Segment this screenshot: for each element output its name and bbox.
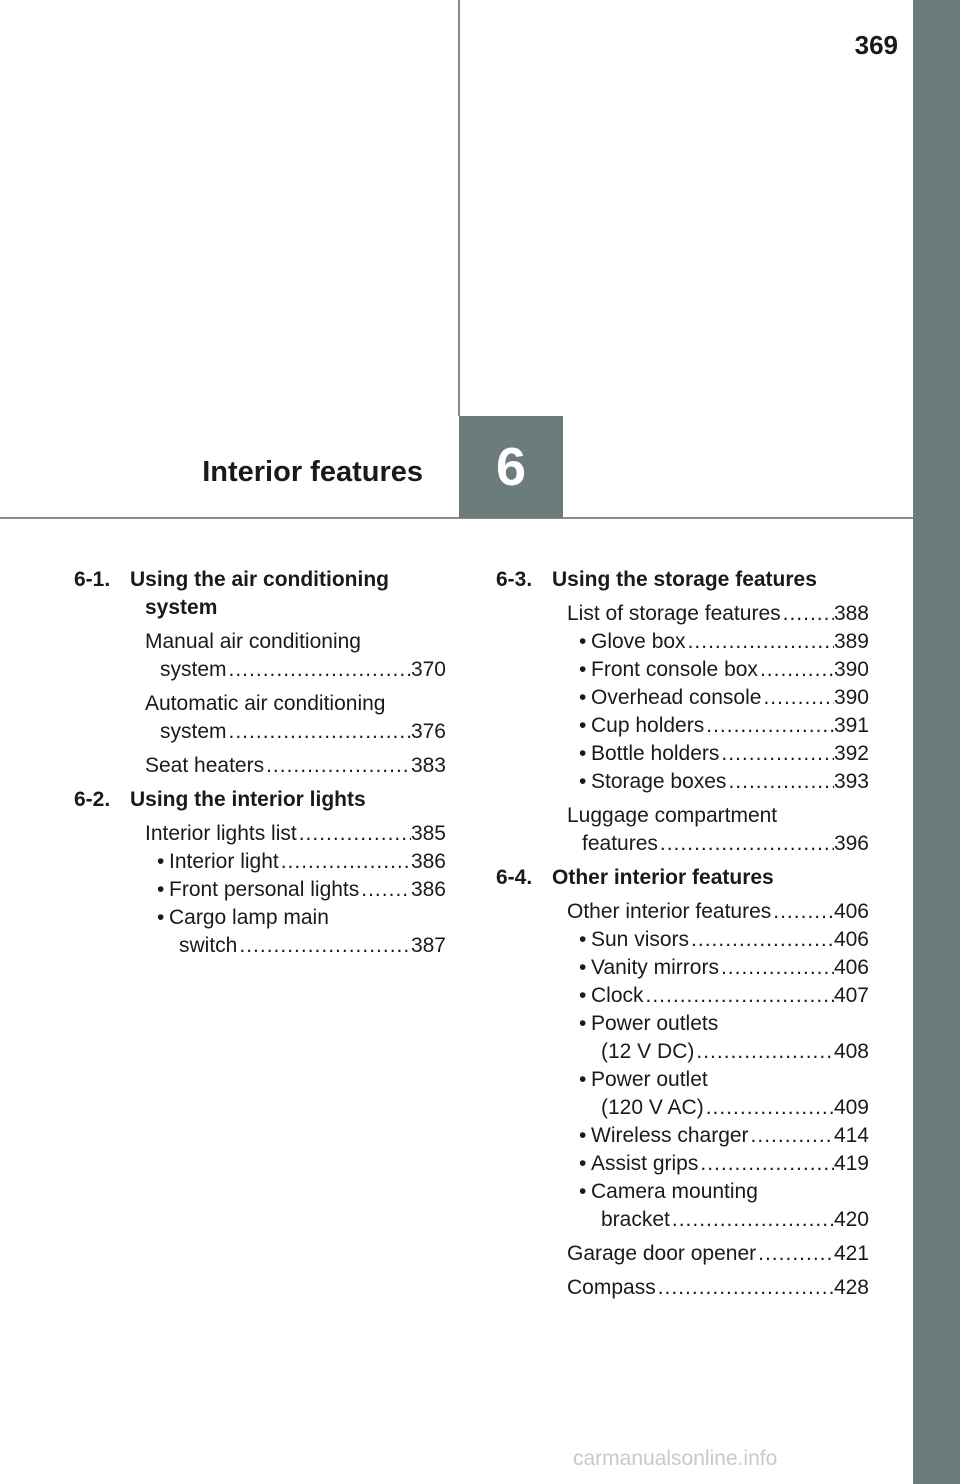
entry-label-text: Clock bbox=[591, 984, 644, 1007]
entry-page-number: 406 bbox=[833, 928, 869, 951]
bullet-icon: • bbox=[579, 686, 587, 709]
toc-entry[interactable] bbox=[496, 1274, 869, 1302]
entry-label-text: Cup holders bbox=[591, 714, 705, 737]
bullet-icon: • bbox=[579, 1152, 587, 1175]
entry-line bbox=[567, 600, 869, 628]
dot-leader bbox=[359, 876, 411, 904]
dot-leader bbox=[761, 684, 834, 712]
dot-leader bbox=[644, 982, 834, 1010]
entry-label bbox=[567, 802, 869, 830]
entry-page-number: 409 bbox=[833, 1096, 869, 1119]
toc-entry[interactable] bbox=[496, 982, 869, 1010]
toc-entry[interactable] bbox=[74, 848, 446, 876]
entry-label-text: Garage door opener bbox=[567, 1242, 757, 1265]
entry-label bbox=[579, 1066, 869, 1094]
entry-label bbox=[579, 712, 704, 740]
dot-leader bbox=[297, 820, 411, 848]
entry-line bbox=[145, 656, 446, 684]
entry-line bbox=[157, 848, 446, 876]
section-title[interactable]: Using the interior lights bbox=[130, 788, 366, 811]
entry-label-text: Front console box bbox=[591, 658, 758, 681]
chapter-side-tab bbox=[913, 0, 960, 1484]
entry-page-number: 389 bbox=[833, 630, 869, 653]
toc-entry[interactable] bbox=[496, 656, 869, 684]
entry-page-number: 370 bbox=[410, 658, 446, 681]
entry-label-text: Bottle holders bbox=[591, 742, 720, 765]
bullet-icon: • bbox=[579, 1012, 587, 1035]
toc-entry[interactable] bbox=[496, 1122, 869, 1150]
entry-label-text: Storage boxes bbox=[591, 770, 727, 793]
entry-line bbox=[579, 1206, 869, 1234]
entry-label-text: Cargo lamp main bbox=[169, 906, 329, 929]
entry-label-text: Compass bbox=[567, 1276, 656, 1299]
entry-label bbox=[160, 718, 227, 746]
bullet-icon: • bbox=[579, 658, 587, 681]
entry-label-text: Glove box bbox=[591, 630, 686, 653]
entry-label bbox=[145, 752, 264, 780]
entry-line bbox=[145, 820, 446, 848]
entry-line bbox=[145, 718, 446, 746]
entry-page-number: 414 bbox=[833, 1124, 869, 1147]
bullet-icon: • bbox=[579, 770, 587, 793]
bullet-icon: • bbox=[157, 850, 165, 873]
dot-leader bbox=[704, 1094, 834, 1122]
entry-label-text: Automatic air conditioning bbox=[145, 692, 386, 715]
entry-line bbox=[145, 752, 446, 780]
entry-label bbox=[579, 1178, 869, 1206]
entry-line bbox=[567, 1274, 869, 1302]
watermark: carmanualsonline.info bbox=[573, 1447, 778, 1470]
entry-page-number: 392 bbox=[833, 742, 869, 765]
entry-label-text: Manual air conditioning bbox=[145, 630, 361, 653]
dot-leader bbox=[749, 1122, 834, 1150]
entry-label bbox=[567, 898, 771, 926]
toc-entry[interactable] bbox=[496, 740, 869, 768]
dot-leader bbox=[781, 600, 834, 628]
page-number: 369 bbox=[854, 30, 898, 60]
entry-line bbox=[579, 926, 869, 954]
toc-entry[interactable] bbox=[496, 600, 869, 628]
entry-label-text: Power outlets bbox=[591, 1012, 719, 1035]
entry-line bbox=[579, 1094, 869, 1122]
entry-label-text: Interior light bbox=[169, 850, 279, 873]
entry-page-number: 386 bbox=[410, 850, 446, 873]
entry-line bbox=[579, 982, 869, 1010]
entry-line bbox=[579, 954, 869, 982]
entry-page-number: 376 bbox=[410, 720, 446, 743]
toc-right-column bbox=[496, 566, 869, 1308]
entry-label bbox=[160, 656, 227, 684]
entry-line bbox=[579, 1122, 869, 1150]
entry-label-text: Other interior features bbox=[567, 900, 772, 923]
entry-line bbox=[579, 684, 869, 712]
bullet-icon: • bbox=[157, 878, 165, 901]
section-heading bbox=[74, 786, 446, 814]
toc-entry[interactable] bbox=[74, 628, 446, 684]
entry-label-text: Camera mounting bbox=[591, 1180, 758, 1203]
entry-page-number: 408 bbox=[833, 1040, 869, 1063]
entry-label-text: Overhead console bbox=[591, 686, 762, 709]
entry-label-text: features bbox=[582, 832, 658, 855]
dot-leader bbox=[726, 768, 834, 796]
entry-label bbox=[579, 1150, 698, 1178]
entry-label-text: Vanity mirrors bbox=[591, 956, 719, 979]
toc-entry[interactable] bbox=[74, 752, 446, 780]
bullet-icon: • bbox=[579, 714, 587, 737]
bullet-icon: • bbox=[579, 928, 587, 951]
dot-leader bbox=[227, 656, 411, 684]
entry-label-text: Front personal lights bbox=[169, 878, 360, 901]
entry-page-number: 391 bbox=[833, 714, 869, 737]
entry-page-number: 387 bbox=[410, 934, 446, 957]
bullet-icon: • bbox=[579, 742, 587, 765]
dot-leader bbox=[689, 926, 834, 954]
entry-page-number: 388 bbox=[833, 602, 869, 625]
entry-label bbox=[579, 954, 719, 982]
toc-section bbox=[74, 566, 446, 780]
chapter-title: Interior features bbox=[202, 456, 423, 488]
entry-label bbox=[579, 740, 719, 768]
entry-label bbox=[579, 768, 726, 796]
toc-section bbox=[74, 786, 446, 960]
toc-entry[interactable] bbox=[496, 1240, 869, 1268]
toc-entry[interactable] bbox=[74, 876, 446, 904]
section-title[interactable]: Using the storage features bbox=[552, 568, 817, 591]
entry-line bbox=[579, 656, 869, 684]
dot-leader bbox=[694, 1038, 834, 1066]
toc-entry[interactable] bbox=[496, 684, 869, 712]
toc-entry[interactable] bbox=[496, 954, 869, 982]
bullet-icon: • bbox=[579, 1124, 587, 1147]
section-heading bbox=[496, 566, 869, 594]
entry-label bbox=[157, 848, 279, 876]
toc-entry[interactable] bbox=[496, 802, 869, 858]
entry-page-number: 393 bbox=[833, 770, 869, 793]
toc-entry[interactable] bbox=[496, 1010, 869, 1066]
entry-page-number: 407 bbox=[833, 984, 869, 1007]
entry-page-number: 390 bbox=[833, 658, 869, 681]
dot-leader bbox=[237, 932, 411, 960]
section-title[interactable]: Other interior features bbox=[552, 866, 774, 889]
dot-leader bbox=[758, 656, 834, 684]
toc-entry[interactable] bbox=[496, 926, 869, 954]
toc-entry[interactable] bbox=[496, 898, 869, 926]
entry-label bbox=[579, 1010, 869, 1038]
toc-entry[interactable] bbox=[496, 712, 869, 740]
entry-label-text: system bbox=[160, 720, 227, 743]
entry-page-number: 406 bbox=[833, 956, 869, 979]
toc-entry[interactable] bbox=[496, 1066, 869, 1122]
entry-label bbox=[567, 1274, 656, 1302]
entry-label bbox=[579, 1122, 749, 1150]
chapter-number-box bbox=[459, 416, 563, 518]
section-number: 6-4. bbox=[496, 866, 533, 889]
toc-entry[interactable] bbox=[496, 768, 869, 796]
entry-label bbox=[567, 600, 781, 628]
bullet-icon: • bbox=[579, 1068, 587, 1091]
dot-leader bbox=[658, 830, 834, 858]
toc-entry[interactable] bbox=[74, 904, 446, 960]
section-heading bbox=[74, 566, 446, 622]
entry-label bbox=[567, 1240, 756, 1268]
entry-line bbox=[567, 898, 869, 926]
dot-leader bbox=[670, 1206, 834, 1234]
toc-section bbox=[496, 566, 869, 858]
entry-page-number: 421 bbox=[833, 1242, 869, 1265]
dot-leader bbox=[264, 752, 411, 780]
entry-line bbox=[567, 830, 869, 858]
entry-page-number: 383 bbox=[410, 754, 446, 777]
bullet-icon: • bbox=[579, 1180, 587, 1203]
entry-page-number: 419 bbox=[833, 1152, 869, 1175]
section-number: 6-2. bbox=[74, 788, 111, 811]
dot-leader bbox=[771, 898, 834, 926]
entry-label-text: Power outlet bbox=[591, 1068, 708, 1091]
dot-leader bbox=[279, 848, 411, 876]
entry-label bbox=[157, 904, 446, 932]
bullet-icon: • bbox=[579, 956, 587, 979]
dot-leader bbox=[719, 740, 834, 768]
entry-label-text: Sun visors bbox=[591, 928, 690, 951]
entry-line bbox=[567, 1240, 869, 1268]
bullet-icon: • bbox=[579, 630, 587, 653]
section-title[interactable]: Using the air conditioning system bbox=[130, 568, 389, 619]
entry-label-text: bracket bbox=[601, 1208, 670, 1231]
entry-line bbox=[157, 932, 446, 960]
entry-page-number: 385 bbox=[410, 822, 446, 845]
toc-entry[interactable] bbox=[74, 820, 446, 848]
vertical-divider bbox=[458, 0, 460, 416]
entry-label bbox=[157, 876, 359, 904]
entry-line bbox=[579, 1038, 869, 1066]
entry-label bbox=[579, 656, 758, 684]
entry-label-text: (12 V DC) bbox=[601, 1040, 695, 1063]
entry-label-text: Assist grips bbox=[591, 1152, 699, 1175]
horizontal-divider bbox=[0, 517, 913, 519]
toc-section bbox=[496, 864, 869, 1302]
entry-label-text: Seat heaters bbox=[145, 754, 265, 777]
dot-leader bbox=[686, 628, 834, 656]
entry-label bbox=[582, 830, 658, 858]
entry-page-number: 386 bbox=[410, 878, 446, 901]
entry-label bbox=[601, 1094, 704, 1122]
entry-label-text: switch bbox=[179, 934, 238, 957]
entry-line bbox=[579, 740, 869, 768]
chapter-number: 6 bbox=[495, 437, 527, 497]
entry-label-text: Wireless charger bbox=[591, 1124, 749, 1147]
entry-label bbox=[145, 628, 446, 656]
entry-label bbox=[579, 684, 761, 712]
entry-line bbox=[579, 712, 869, 740]
entry-line bbox=[579, 768, 869, 796]
toc-entry[interactable] bbox=[74, 690, 446, 746]
entry-page-number: 428 bbox=[833, 1276, 869, 1299]
entry-label bbox=[579, 926, 689, 954]
entry-label-text: (120 V AC) bbox=[601, 1096, 704, 1119]
entry-label bbox=[601, 1206, 670, 1234]
entry-label bbox=[145, 820, 297, 848]
entry-label-text: Interior lights list bbox=[145, 822, 297, 845]
dot-leader bbox=[704, 712, 834, 740]
dot-leader bbox=[227, 718, 411, 746]
entry-label-text: List of storage features bbox=[567, 602, 781, 625]
toc-entry[interactable] bbox=[496, 1178, 869, 1234]
bullet-icon: • bbox=[157, 906, 165, 929]
section-number: 6-1. bbox=[74, 568, 111, 591]
entry-page-number: 396 bbox=[833, 832, 869, 855]
entry-label-text: system bbox=[160, 658, 227, 681]
toc-entry[interactable] bbox=[496, 628, 869, 656]
toc-left-column bbox=[74, 566, 446, 966]
dot-leader bbox=[698, 1150, 834, 1178]
dot-leader bbox=[719, 954, 834, 982]
dot-leader bbox=[656, 1274, 834, 1302]
entry-label bbox=[145, 690, 446, 718]
entry-line bbox=[157, 876, 446, 904]
entry-page-number: 420 bbox=[833, 1208, 869, 1231]
entry-label-text: Luggage compartment bbox=[567, 804, 778, 827]
toc-entry[interactable] bbox=[496, 1150, 869, 1178]
entry-label bbox=[579, 628, 686, 656]
entry-line bbox=[579, 628, 869, 656]
entry-page-number: 406 bbox=[833, 900, 869, 923]
entry-label bbox=[179, 932, 237, 960]
dot-leader bbox=[756, 1240, 834, 1268]
entry-line bbox=[579, 1150, 869, 1178]
section-number: 6-3. bbox=[496, 568, 533, 591]
section-heading bbox=[496, 864, 869, 892]
entry-label bbox=[601, 1038, 694, 1066]
entry-label bbox=[579, 982, 644, 1010]
entry-page-number: 390 bbox=[833, 686, 869, 709]
bullet-icon: • bbox=[579, 984, 587, 1007]
